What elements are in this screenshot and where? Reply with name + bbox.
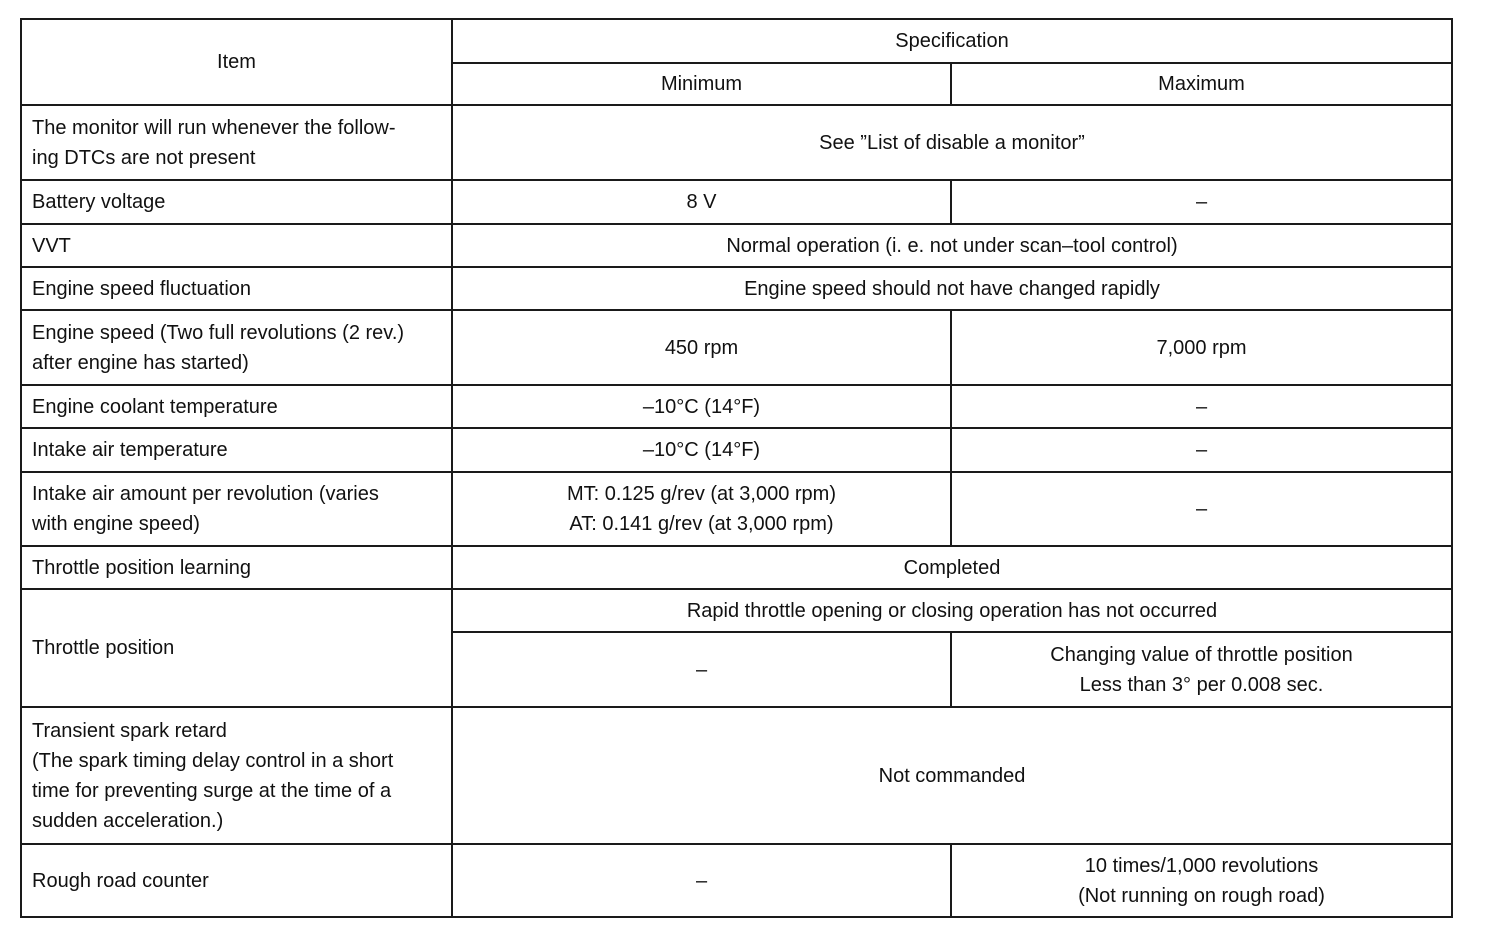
header-maximum: Maximum xyxy=(951,63,1452,105)
table-row xyxy=(21,472,1452,546)
row-max-value: – xyxy=(951,428,1452,472)
table-row xyxy=(21,428,1452,472)
table-row xyxy=(21,180,1452,224)
row-spec-value: Not commanded xyxy=(452,707,1452,844)
row-min-value: 450 rpm xyxy=(452,310,951,385)
row-item-label: Battery voltage xyxy=(21,180,452,224)
header-item: Item xyxy=(21,19,452,105)
row-item-label: VVT xyxy=(21,224,452,267)
table-row xyxy=(21,707,1452,844)
row-max-value: – xyxy=(951,472,1452,546)
row-max-value: Changing value of throttle position Less than 3° per 0.008 sec. xyxy=(951,632,1452,707)
row-item-label: Engine speed (Two full revolutions (2 rev.) after engine has started) xyxy=(21,310,452,385)
table-row xyxy=(21,546,1452,589)
row-item-label: Engine coolant temperature xyxy=(21,385,452,428)
row-item-label: Intake air temperature xyxy=(21,428,452,472)
header-row xyxy=(21,19,1452,63)
row-item-label: Rough road counter xyxy=(21,844,452,917)
table-row xyxy=(21,844,1452,917)
specification-table xyxy=(20,18,1453,918)
row-item-label: The monitor will run whenever the follow- ing DTCs are not present xyxy=(21,105,452,180)
row-spec-value: Rapid throttle opening or closing operation has not occurred xyxy=(452,589,1452,632)
row-item-label: Transient spark retard (The spark timing delay control in a short time for preventing surge at the time of a sudden acceleration.) xyxy=(21,707,452,844)
header-minimum: Minimum xyxy=(452,63,951,105)
header-specification: Specification xyxy=(452,19,1452,63)
row-max-value: 7,000 rpm xyxy=(951,310,1452,385)
row-min-value: 8 V xyxy=(452,180,951,224)
table-row xyxy=(21,105,1452,180)
table-row xyxy=(21,224,1452,267)
row-min-value: –10°C (14°F) xyxy=(452,385,951,428)
row-min-value: – xyxy=(452,632,951,707)
table-row xyxy=(21,310,1452,385)
row-item-label: Intake air amount per revolution (varies with engine speed) xyxy=(21,472,452,546)
row-item-label: Throttle position xyxy=(21,589,452,707)
row-min-value: –10°C (14°F) xyxy=(452,428,951,472)
row-item-label: Throttle position learning xyxy=(21,546,452,589)
row-item-label: Engine speed fluctuation xyxy=(21,267,452,310)
table-row xyxy=(21,267,1452,310)
row-spec-value: Normal operation (i. e. not under scan–tool control) xyxy=(452,224,1452,267)
row-min-value: MT: 0.125 g/rev (at 3,000 rpm) AT: 0.141 g/rev (at 3,000 rpm) xyxy=(452,472,951,546)
row-max-value: – xyxy=(951,385,1452,428)
row-max-value: 10 times/1,000 revolutions (Not running on rough road) xyxy=(951,844,1452,917)
row-min-value: – xyxy=(452,844,951,917)
row-spec-value: Completed xyxy=(452,546,1452,589)
table-row xyxy=(21,589,1452,632)
row-spec-value: See ”List of disable a monitor” xyxy=(452,105,1452,180)
row-max-value: – xyxy=(951,180,1452,224)
row-spec-value: Engine speed should not have changed rapidly xyxy=(452,267,1452,310)
table-row xyxy=(21,385,1452,428)
